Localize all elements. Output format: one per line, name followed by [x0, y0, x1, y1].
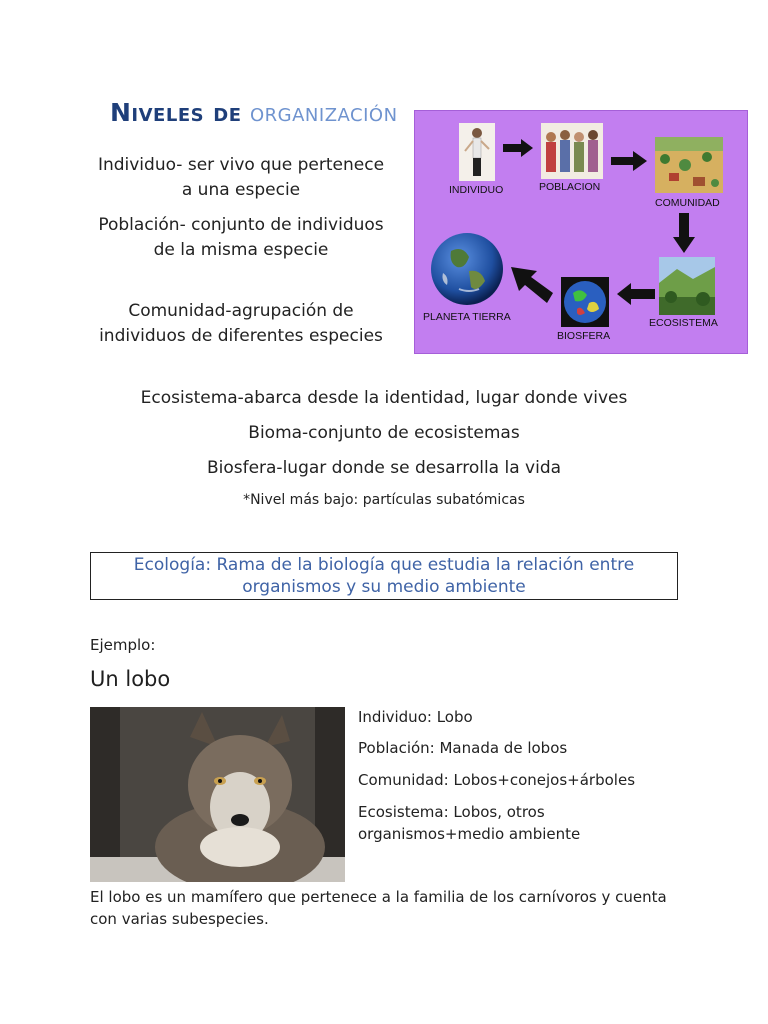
wolf-description: El lobo es un mamífero que pertenece a la familia de los carnívoros y cuenta con varias subespecies. — [90, 888, 667, 928]
planet-earth-image — [429, 231, 505, 307]
label-comunidad: COMUNIDAD — [655, 197, 720, 209]
arrow-left-icon — [617, 283, 655, 305]
definition-poblacion: Población- conjunto de individuos de la misma especie — [98, 215, 384, 260]
levels-diagram — [414, 110, 748, 354]
wolf-photo — [90, 707, 345, 882]
arrow-right-icon — [503, 139, 533, 157]
label-poblacion: POBLACION — [539, 181, 601, 193]
label-planeta-tierra: PLANETA TIERRA — [423, 311, 511, 323]
definition-individuo: Individuo- ser vivo que pertenece a una especie — [97, 155, 385, 200]
page-title — [110, 98, 398, 127]
community-image — [655, 137, 723, 193]
wolf-image — [90, 707, 345, 882]
example-title: Un lobo — [90, 667, 171, 691]
label-biosfera: BIOSFERA — [557, 330, 611, 342]
definition-bioma: Bioma-conjunto de ecosistemas — [248, 423, 520, 443]
arrow-right-icon — [611, 151, 647, 171]
individual-image — [459, 123, 495, 181]
definition-ecosistema: Ecosistema-abarca desde la identidad, lugar donde vives — [140, 388, 628, 408]
ecosystem-image — [659, 257, 715, 315]
example-label: Ejemplo: — [90, 636, 156, 654]
fact-poblacion: Población: Manada de lobos — [358, 739, 568, 757]
population-image — [541, 123, 603, 179]
ecology-definition-box: Ecología: Rama de la biología que estudia la relación entre organismos y su medio ambiente — [90, 552, 678, 600]
fact-comunidad: Comunidad: Lobos+conejos+árboles — [358, 771, 636, 789]
fact-individuo: Individuo: Lobo — [358, 708, 473, 726]
arrow-up-left-icon — [511, 267, 553, 303]
label-individuo: INDIVIDUO — [449, 184, 504, 196]
title-part-2: organización — [249, 98, 398, 127]
fact-ecosistema: Ecosistema: Lobos, otros organismos+medio ambiente — [358, 803, 581, 843]
title-part-1: Niveles de — [110, 98, 242, 127]
biosphere-image — [561, 277, 609, 327]
note-lowest-level: *Nivel más bajo: partículas subatómicas — [243, 492, 525, 508]
definition-comunidad: Comunidad-agrupación de individuos de diferentes especies — [99, 301, 383, 346]
arrow-down-icon — [673, 213, 695, 253]
definition-biosfera: Biosfera-lugar donde se desarrolla la vida — [206, 458, 562, 478]
label-ecosistema: ECOSISTEMA — [649, 317, 718, 329]
